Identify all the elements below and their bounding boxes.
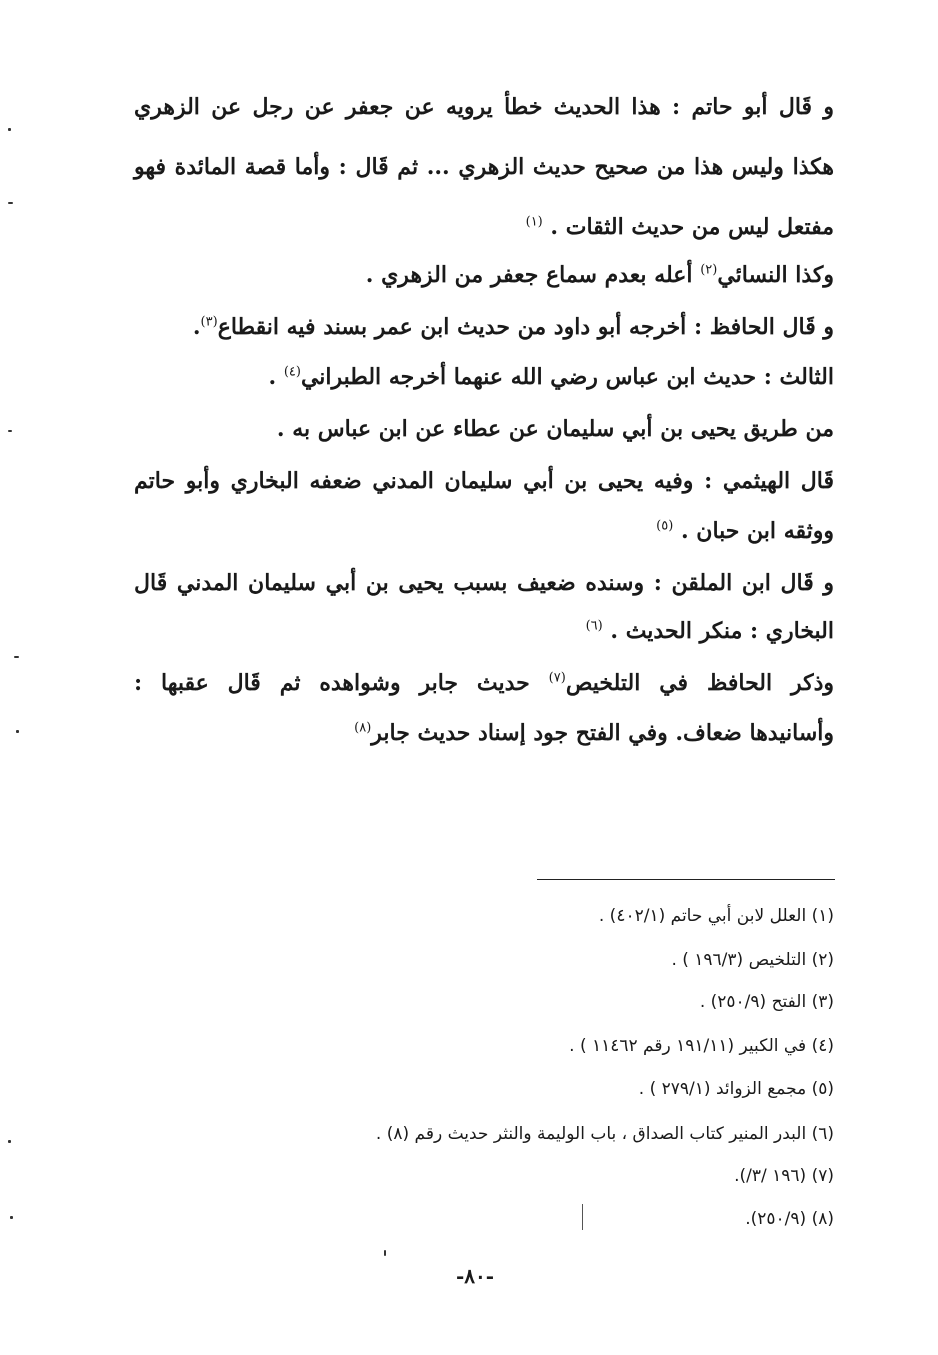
body-line-12: وذكر الحافظ في التلخيص$^{(٧)}$ حديث جابر وشواهده ثم قَال عقبها : [134, 670, 834, 696]
footnote-ref-8: (٨) [354, 720, 372, 736]
body-line-1: و قَال أبو حاتم : هذا الحديث خطأ يرويه عن جعفر عن رجل عن الزهري [134, 94, 834, 120]
body-line-10: و قَال ابن الملقن : وسنده ضعيف بسبب يحيى بن أبي سليمان المدني قَال [134, 570, 834, 596]
footnote-2: (٢) التلخيص (١٩٦/٣ ) . [671, 950, 834, 970]
footnote-1: (١) العلل لابن أبي حاتم (٤٠٢/١) . [598, 906, 834, 926]
footnote-ref-7: (٧) [548, 670, 566, 686]
body-line-4: وكذا النسائي$^{(٢)}$ أعله بعدم سماع جعفر من الزهري . [365, 262, 834, 288]
body-line-8: قَال الهيثمي : وفيه يحيى بن أبي سليمان المدني ضعفه البخاري وأبو حاتم [134, 468, 834, 494]
body-line-13: وأسانيدها ضعاف. وفي الفتح جود إسناد حديث جابر$^{(٨)}$ [354, 720, 834, 746]
scan-speck [384, 1250, 386, 1256]
scan-speck [16, 730, 19, 733]
footnote-ref-2: (٢) [700, 262, 718, 278]
body-line-2: هكذا وليس هذا من صحيح حديث الزهري ... ثم قَال : وأما قصة المائدة فهو [134, 154, 834, 180]
footnote-4: (٤) في الكبير (١٩١/١١ رقم ١١٤٦٢ ) . [569, 1036, 834, 1056]
footnote-5: (٥) مجمع الزوائد (٢٧٩/١ ) . [638, 1079, 834, 1099]
section-heading: الثالث [779, 364, 834, 390]
body-line-7: من طريق يحيى بن أبي سليمان عن عطاء عن ابن عباس به . [276, 416, 834, 442]
footnote-ref-4: (٤) [283, 364, 301, 380]
scan-speck [10, 1216, 13, 1219]
body-line-11: البخاري : منكر الحديث . $^{(٦)}$ [585, 618, 834, 644]
footnote-separator [537, 879, 835, 880]
body-line-9: ووثقه ابن حبان . $^{(٥)}$ [656, 518, 834, 544]
scan-speck [8, 1140, 11, 1143]
footnote-ref-3: (٣) [200, 314, 218, 330]
footnote-ref-5: (٥) [656, 518, 674, 534]
body-line-6: الثالث : حديث ابن عباس رضي الله عنهما أخرجه الطبراني$^{(٤)}$ . [268, 364, 834, 390]
footnote-ref-6: (٦) [585, 618, 603, 634]
body-line-5: و قَال الحافظ : أخرجه أبو داود من حديث ابن عمر بسند فيه انقطاع$^{(٣)}$. [192, 314, 834, 340]
scan-line [582, 1204, 583, 1230]
scan-speck [14, 656, 19, 658]
footnote-7: (٧) (١٩٦ /٣/). [734, 1166, 834, 1186]
page-number: -٨٠- [455, 1264, 495, 1288]
body-line-3: مفتعل ليس من حديث الثقات . $^{(١)}$ [525, 214, 834, 240]
footnote-6: (٦) البدر المنير كتاب الصداق ، باب الوليمة والنثر حديث رقم (٨) . [375, 1124, 834, 1144]
footnote-ref-1: (١) [525, 214, 543, 230]
scan-speck [8, 430, 12, 432]
footnote-8: (٨) (٢٥٠/٩). [745, 1209, 834, 1229]
scan-speck [8, 128, 11, 131]
footnote-3: (٣) الفتح (٢٥٠/٩) . [699, 992, 834, 1012]
scan-speck [8, 202, 13, 204]
